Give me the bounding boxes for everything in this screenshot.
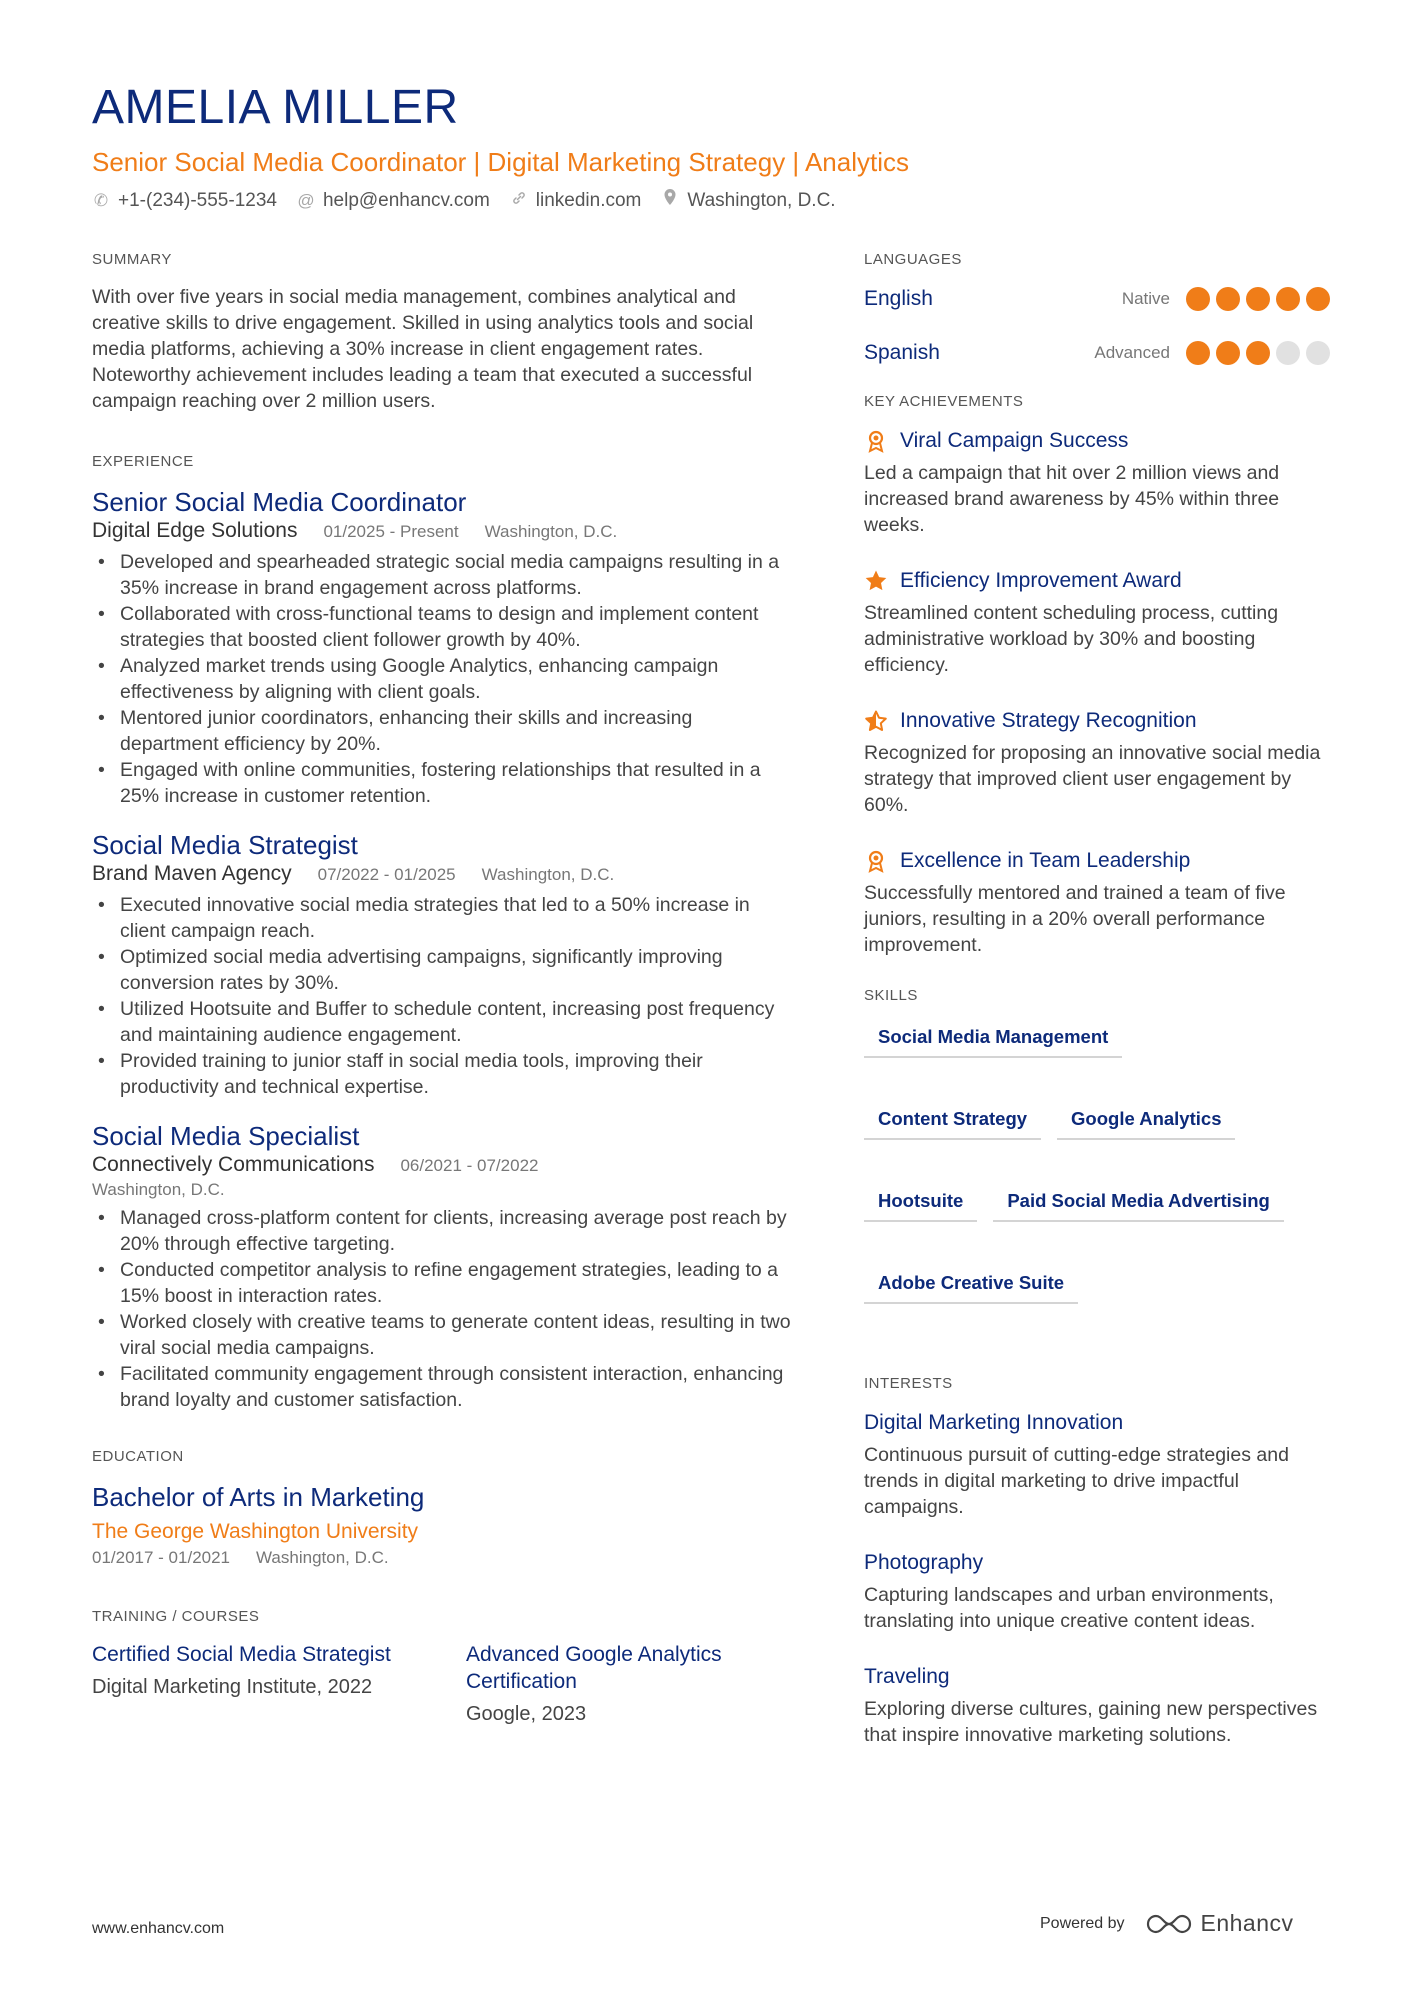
star-icon <box>864 569 888 593</box>
skill-tag: Paid Social Media Advertising <box>993 1184 1284 1222</box>
rating-dots <box>1186 287 1330 311</box>
phone-text: +1-(234)-555-1234 <box>118 190 277 211</box>
bullet-item: • Executed innovative social media strategies that led to a 50% increase in client campaign reach. <box>92 892 792 944</box>
interest-item <box>864 1662 1330 1748</box>
job-title: Senior Social Media Coordinator <box>92 487 467 517</box>
job-entry <box>92 829 792 1100</box>
bullet-item: • Optimized social media advertising campaigns, significantly improving conversion rates by 30%. <box>92 944 792 996</box>
contact-email[interactable] <box>297 188 490 214</box>
course-list <box>92 1641 792 1728</box>
achievement-item <box>864 426 1330 538</box>
brand-logo[interactable] <box>1145 1910 1294 1937</box>
achievements-section <box>864 392 1330 958</box>
rating-dot-filled <box>1216 341 1240 365</box>
achievement-header <box>864 426 1330 456</box>
achievement-text: Streamlined content scheduling process, cutting administrative workload by 30% and boosting efficiency. <box>864 602 1279 676</box>
footer-website[interactable]: www.enhancv.com <box>92 1920 225 1937</box>
achievement-item <box>864 566 1330 678</box>
interest-text: Continuous pursuit of cutting-edge strategies and trends in digital marketing to drive impactful campaigns. <box>864 1444 1289 1518</box>
job-dates: 06/2021 - 07/2022 <box>400 1156 539 1175</box>
contact-phone <box>92 188 277 214</box>
rating-dot-empty <box>1306 341 1330 365</box>
job-bullets <box>92 549 792 809</box>
job-entry <box>92 1120 792 1413</box>
skill-tag: Hootsuite <box>864 1184 977 1222</box>
company-name: Brand Maven Agency <box>92 862 292 885</box>
job-meta <box>92 861 792 888</box>
interest-title: Traveling <box>864 1665 950 1688</box>
rating-dots <box>1186 341 1330 365</box>
skills-heading: SKILLS <box>864 987 918 1004</box>
achievement-title: Efficiency Improvement Award <box>900 569 1182 592</box>
company-name: Digital Edge Solutions <box>92 519 298 542</box>
job-bullets <box>92 892 792 1100</box>
language-name: Spanish <box>864 341 940 364</box>
job-entry <box>92 486 792 809</box>
right-column <box>864 250 1330 1786</box>
degree-title: Bachelor of Arts in Marketing <box>92 1482 425 1512</box>
bullet-item: • Managed cross-platform content for clients, increasing average post reach by 20% through effective targeting. <box>92 1205 792 1257</box>
interest-text: Capturing landscapes and urban environments, translating into unique creative content ideas. <box>864 1584 1274 1632</box>
award-ribbon-icon <box>864 429 888 453</box>
achievement-text: Led a campaign that hit over 2 million views and increased brand awareness by 45% within three weeks. <box>864 462 1280 536</box>
achievement-title: Viral Campaign Success <box>900 429 1129 452</box>
achievement-title: Innovative Strategy Recognition <box>900 709 1197 732</box>
interests-section <box>864 1374 1330 1748</box>
education-heading: EDUCATION <box>92 1448 184 1465</box>
half-star-icon <box>864 709 888 733</box>
job-dates: 01/2025 - Present <box>323 522 459 541</box>
bullet-item: • Collaborated with cross-functional teams to design and implement content strategies that boosted client follower growth by 40%. <box>92 601 792 653</box>
skill-tag: Content Strategy <box>864 1102 1041 1140</box>
experience-section <box>92 452 792 1413</box>
achievement-text: Recognized for proposing an innovative social media strategy that improved client user engagement by 60%. <box>864 742 1321 816</box>
skill-tag: Social Media Management <box>864 1020 1122 1058</box>
achievement-item <box>864 706 1330 818</box>
skill-list <box>864 1020 1330 1304</box>
education-section <box>92 1447 792 1569</box>
course-provider: Google, 2023 <box>466 1703 587 1725</box>
education-meta <box>92 1547 792 1569</box>
left-column <box>92 250 792 1766</box>
interests-heading: INTERESTS <box>864 1375 953 1392</box>
interest-title: Digital Marketing Innovation <box>864 1411 1124 1434</box>
bullet-item: • Provided training to junior staff in social media tools, improving their productivity and technical expertise. <box>92 1048 792 1100</box>
language-name: English <box>864 287 933 310</box>
bullet-item: • Engaged with online communities, fostering relationships that resulted in a 25% increase in customer retention. <box>92 757 792 809</box>
achievements-heading: KEY ACHIEVEMENTS <box>864 393 1024 410</box>
language-row <box>864 338 1330 368</box>
linkedin-text: linkedin.com <box>535 190 642 211</box>
language-row <box>864 284 1330 314</box>
job-bullets <box>92 1205 792 1413</box>
job-location: Washington, D.C. <box>481 865 615 884</box>
achievement-header <box>864 846 1330 876</box>
language-level: Advanced <box>1094 343 1170 362</box>
achievement-item <box>864 846 1330 958</box>
experience-heading: EXPERIENCE <box>92 453 194 470</box>
training-section <box>92 1607 792 1728</box>
interest-item <box>864 1548 1330 1634</box>
job-meta <box>92 1152 792 1179</box>
resume-header <box>92 80 1332 214</box>
footer-branding <box>1040 1910 1294 1937</box>
achievement-text: Successfully mentored and trained a team of five juniors, resulting in a 20% overall performance improvement. <box>864 882 1286 956</box>
contact-linkedin[interactable] <box>510 188 642 214</box>
education-dates: 01/2017 - 01/2021 <box>92 1548 231 1567</box>
enhancv-logo-icon <box>1145 1912 1193 1936</box>
bullet-item: • Utilized Hootsuite and Buffer to schedule content, increasing post frequency and maintaining audience engagement. <box>92 996 792 1048</box>
course-provider: Digital Marketing Institute, 2022 <box>92 1676 373 1698</box>
summary-section <box>92 250 792 414</box>
course-item <box>466 1641 786 1728</box>
achievement-header <box>864 706 1330 736</box>
school-name: The George Washington University <box>92 1520 419 1543</box>
bullet-item: • Worked closely with creative teams to generate content ideas, resulting in two viral social media campaigns. <box>92 1309 792 1361</box>
brand-name: Enhancv <box>1200 1910 1294 1936</box>
interest-item <box>864 1408 1330 1520</box>
bullet-item: • Mentored junior coordinators, enhancing their skills and increasing department efficiency by 20%. <box>92 705 792 757</box>
job-location: Washington, D.C. <box>92 1180 225 1199</box>
location-text: Washington, D.C. <box>687 190 836 211</box>
powered-by-label: Powered by <box>1040 1914 1125 1932</box>
languages-heading: LANGUAGES <box>864 251 962 268</box>
rating-dot-filled <box>1246 341 1270 365</box>
job-meta <box>92 518 792 545</box>
phone-icon: ✆ <box>93 191 109 210</box>
skills-section <box>864 986 1330 1304</box>
job-title: Social Media Strategist <box>92 830 358 860</box>
skill-tag: Google Analytics <box>1057 1102 1235 1140</box>
bullet-item: • Facilitated community engagement through consistent interaction, enhancing brand loyalty and customer satisfaction. <box>92 1361 792 1413</box>
location-pin-icon <box>661 188 679 214</box>
job-location: Washington, D.C. <box>484 522 618 541</box>
education-location: Washington, D.C. <box>256 1548 389 1567</box>
languages-section <box>864 250 1330 368</box>
rating-dot-filled <box>1246 287 1270 311</box>
candidate-name: AMELIA MILLER <box>92 81 459 134</box>
rating-dot-filled <box>1306 287 1330 311</box>
company-name: Connectively Communications <box>92 1153 375 1176</box>
at-icon: @ <box>297 191 315 210</box>
headline: Senior Social Media Coordinator | Digital Marketing Strategy | Analytics <box>92 147 909 177</box>
award-ribbon-icon <box>864 849 888 873</box>
rating-dot-filled <box>1216 287 1240 311</box>
job-title: Social Media Specialist <box>92 1121 360 1151</box>
rating-dot-filled <box>1186 287 1210 311</box>
course-title: Certified Social Media Strategist <box>92 1643 391 1666</box>
bullet-item: • Conducted competitor analysis to refine engagement strategies, leading to a 15% boost in interaction rates. <box>92 1257 792 1309</box>
email-text: help@enhancv.com <box>322 190 490 211</box>
achievement-header <box>864 566 1330 596</box>
language-proficiency <box>1122 287 1330 311</box>
contact-bar <box>92 188 1332 214</box>
summary-heading: SUMMARY <box>92 251 172 268</box>
training-heading: TRAINING / COURSES <box>92 1608 260 1625</box>
bullet-item: • Developed and spearheaded strategic social media campaigns resulting in a 35% increase in brand engagement across platforms. <box>92 549 792 601</box>
course-item <box>92 1641 412 1728</box>
job-dates: 07/2022 - 01/2025 <box>317 865 456 884</box>
achievement-title: Excellence in Team Leadership <box>900 849 1191 872</box>
contact-location <box>661 188 835 214</box>
rating-dot-empty <box>1276 341 1300 365</box>
rating-dot-filled <box>1186 341 1210 365</box>
language-proficiency <box>1094 341 1330 365</box>
course-title: Advanced Google Analytics Certification <box>466 1643 722 1693</box>
interest-title: Photography <box>864 1551 984 1574</box>
bullet-item: • Analyzed market trends using Google Analytics, enhancing campaign effectiveness by aligning with client goals. <box>92 653 792 705</box>
rating-dot-filled <box>1276 287 1300 311</box>
link-icon <box>510 188 528 214</box>
interest-text: Exploring diverse cultures, gaining new perspectives that inspire innovative marketing solutions. <box>864 1698 1318 1746</box>
skill-tag: Adobe Creative Suite <box>864 1266 1078 1304</box>
summary-text: With over five years in social media management, combines analytical and creative skills to drive engagement. Skilled in using analytics tools and social media platforms, achieving a 30% increase in client engagement rates. Noteworthy achievement includes leading a team that executed a successful campaign reaching over 2 million users. <box>92 286 754 412</box>
language-level: Native <box>1121 289 1170 308</box>
